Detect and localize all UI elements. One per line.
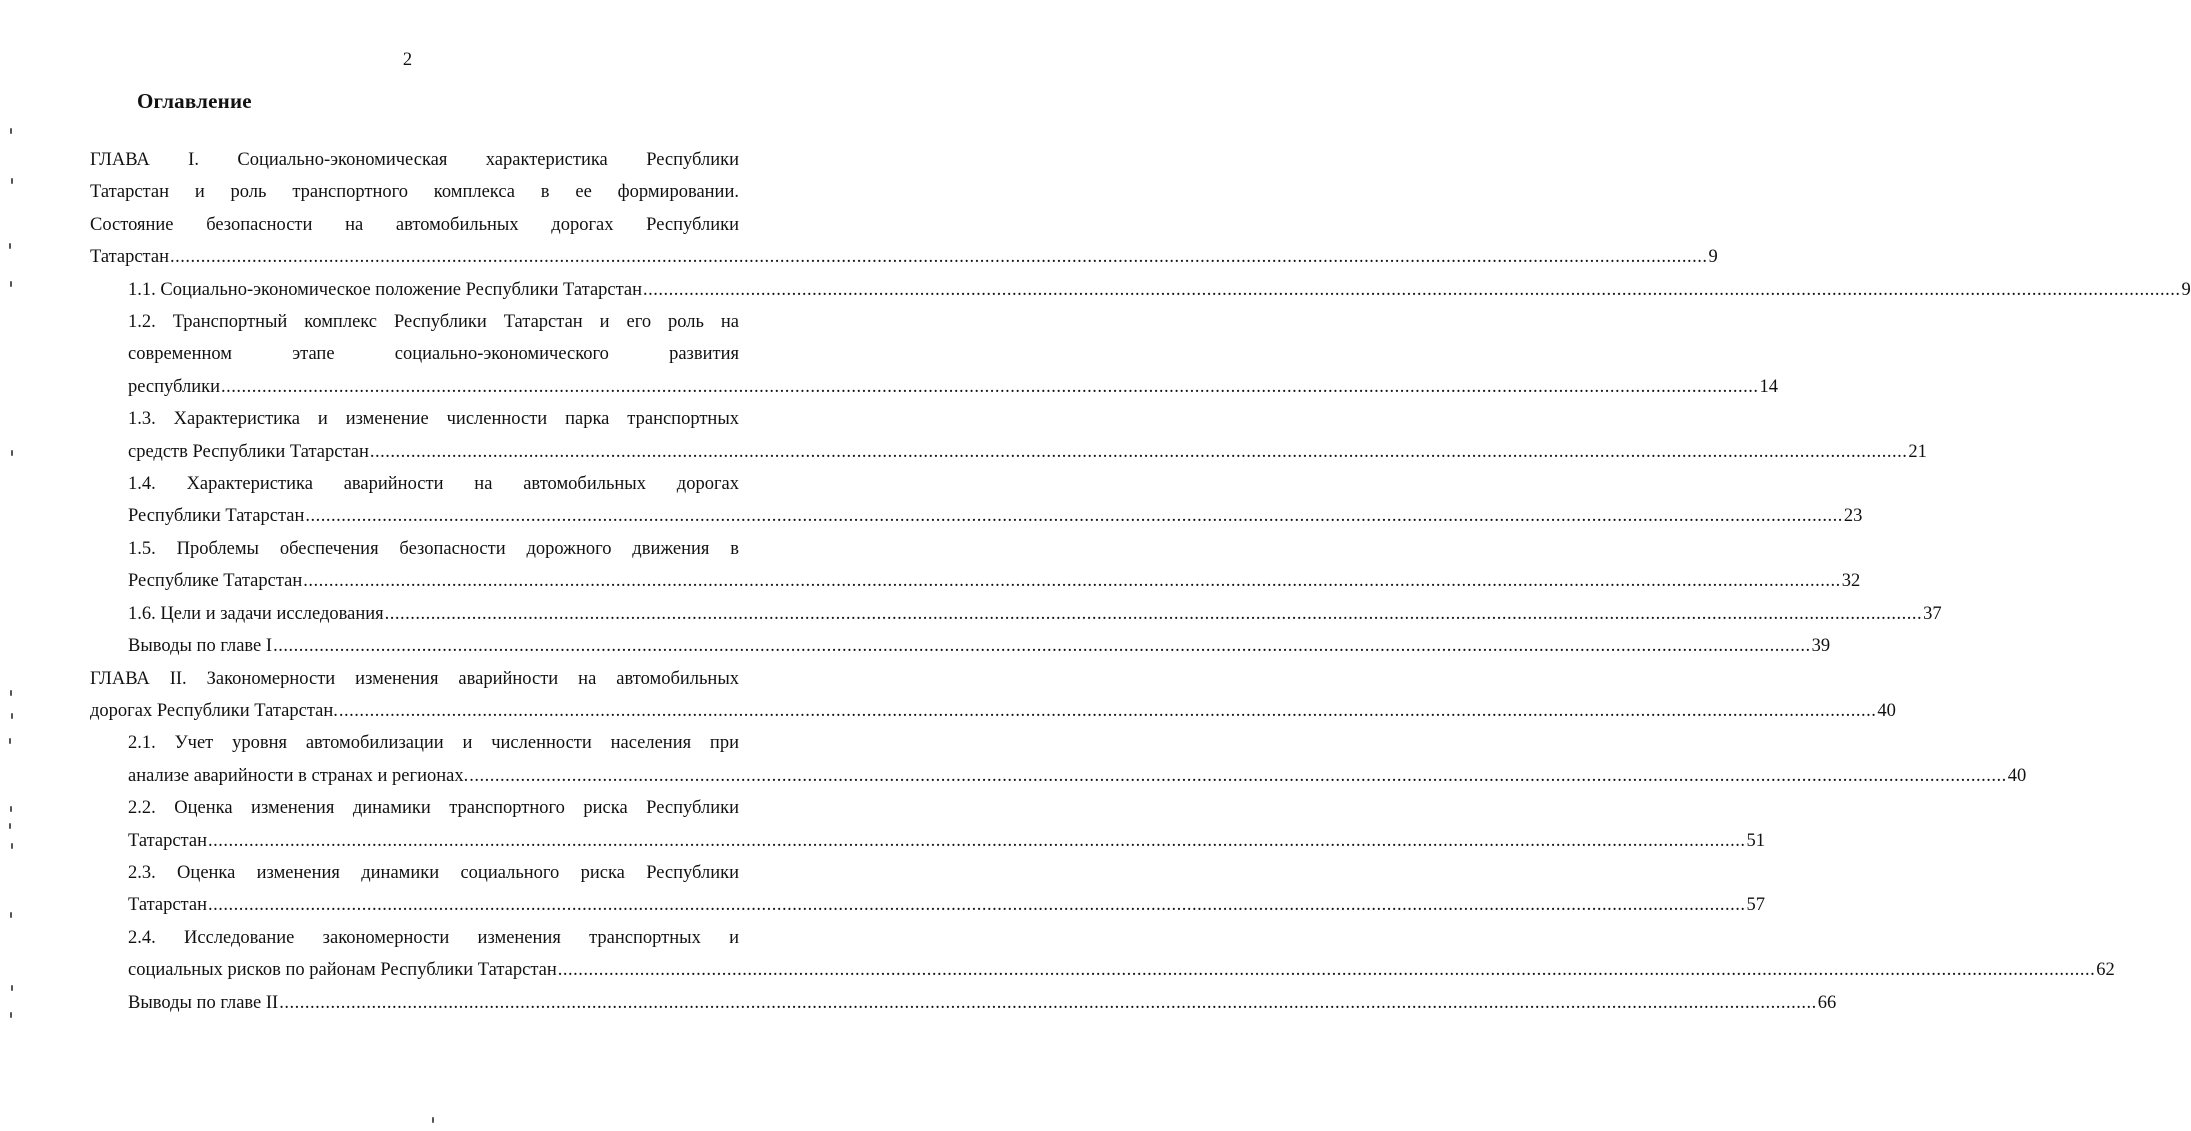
scan-speck [11, 713, 13, 719]
leader-dots: ............................................................................................................................................................................................................................................................................................................ [303, 571, 1841, 592]
leader-dots: ............................................................................................................................................................................................................................................................................................................ [557, 960, 2096, 981]
toc-entry-chapter-2[interactable] [90, 663, 1896, 728]
toc-entry-line: 1.5. Проблемы обеспечения безопасности дорожного движения в [128, 538, 739, 559]
toc-entry-line: ГЛАВА II. Закономерности изменения аварийности на автомобильных [90, 668, 739, 689]
toc-entry-conclusions-1[interactable] [128, 630, 1831, 662]
scan-speck [11, 450, 13, 456]
toc-page-number: 62 [2096, 960, 2115, 981]
toc-page-number: 40 [2007, 765, 2027, 786]
scan-speck [9, 738, 11, 744]
toc-entry-title-end: Татарстан [128, 895, 207, 916]
toc-entry-line: современном этапе социально-экономического развития [128, 344, 739, 365]
leader-dots: ............................................................................................................................................................................................................................................................................................................ [207, 895, 1746, 916]
scan-speck [10, 912, 12, 918]
toc-entry-line: Состояние безопасности на автомобильных дорогах Республики [90, 214, 739, 235]
toc-entry-conclusions-2[interactable] [128, 987, 1837, 1019]
toc-entry-title-end: социальных рисков по районам Республики Татарстан [128, 960, 557, 981]
leader-dots: ............................................................................................................................................................................................................................................................................................................ [273, 636, 1811, 657]
toc-entry-1-5[interactable] [128, 533, 1861, 598]
scan-speck [9, 823, 11, 829]
toc-page-number: 9 [1708, 247, 1718, 268]
scan-speck [10, 128, 12, 134]
toc-heading: Оглавление [137, 89, 252, 113]
toc-entry-title-end: дорогах Республики Татарстан. [90, 700, 338, 721]
toc-entry-line: 2.2. Оценка изменения динамики транспортного риска Республики [128, 798, 739, 819]
page-number: 2 [402, 50, 413, 70]
toc-entry-title-end: 1.6. Цели и задачи исследования [128, 603, 384, 624]
leader-dots: ............................................................................................................................................................................................................................................................................................................ [384, 603, 1923, 624]
leader-dots: ............................................................................................................................................................................................................................................................................................................ [469, 765, 2007, 786]
scan-speck [11, 178, 13, 184]
toc-entry-line: 1.4. Характеристика аварийности на автомобильных дорогах [128, 474, 739, 495]
toc-entry-line: ГЛАВА I. Социально-экономическая характеристика Республики [90, 150, 739, 170]
leader-dots: ............................................................................................................................................................................................................................................................................................................ [279, 992, 1817, 1013]
toc-page-number: 14 [1759, 376, 1779, 397]
toc-entry-title-end: Республики Татарстан [128, 506, 305, 527]
toc-page-number: 39 [1811, 636, 1831, 657]
toc-entry-title-end: Татарстан [128, 830, 207, 851]
leader-dots: ............................................................................................................................................................................................................................................................................................................ [169, 247, 1708, 268]
scan-speck [10, 690, 12, 696]
leader-dots: ............................................................................................................................................................................................................................................................................................................ [369, 441, 1908, 462]
toc-entry-chapter-1[interactable] [90, 144, 1718, 274]
toc-page-number: 21 [1908, 441, 1927, 462]
toc-entry-title-end: республики [128, 376, 221, 397]
toc-entry-1-4[interactable] [128, 468, 1863, 533]
toc-page-number: 37 [1923, 603, 1942, 624]
toc-entry-1-6[interactable] [128, 598, 1942, 630]
leader-dots: ............................................................................................................................................................................................................................................................................................................ [338, 700, 1877, 721]
scan-speck [10, 1012, 12, 1018]
toc-entry-line: 2.1. Учет уровня автомобилизации и численности населения при [128, 733, 739, 754]
toc-entry-1-1[interactable] [128, 274, 2191, 306]
scan-speck [9, 243, 11, 249]
leader-dots: ............................................................................................................................................................................................................................................................................................................ [305, 506, 1843, 527]
toc-entry-line: 2.3. Оценка изменения динамики социального риска Республики [128, 862, 739, 883]
leader-dots: ............................................................................................................................................................................................................................................................................................................ [643, 279, 2181, 300]
scan-speck [10, 806, 12, 812]
toc-entry-1-2[interactable] [128, 306, 1779, 403]
toc-page-number: 23 [1843, 506, 1863, 527]
toc-entry-title-end: Татарстан [90, 247, 169, 268]
toc-entry-2-2[interactable] [128, 792, 1765, 857]
toc-page-number: 51 [1746, 830, 1765, 851]
toc-entry-2-3[interactable] [128, 857, 1765, 922]
scan-speck [11, 985, 13, 991]
toc-entry-title-end: 1.1. Социально-экономическое положение Республики Татарстан [128, 279, 643, 300]
leader-dots: ............................................................................................................................................................................................................................................................................................................ [207, 830, 1746, 851]
toc-entry-2-1[interactable] [128, 727, 2027, 792]
toc-page-number: 57 [1746, 895, 1765, 916]
table-of-contents [90, 144, 2191, 1019]
toc-page-number: 66 [1817, 992, 1837, 1013]
toc-entry-line: 1.3. Характеристика и изменение численности парка транспортных [128, 409, 739, 430]
toc-entry-line: 1.2. Транспортный комплекс Республики Татарстан и его роль на [128, 312, 739, 333]
scan-speck [10, 281, 12, 287]
toc-page-number: 9 [2181, 279, 2191, 300]
toc-entry-line: Татарстан и роль транспортного комплекса в ее формировании. [90, 182, 739, 203]
toc-entry-2-4[interactable] [128, 922, 2115, 987]
toc-entry-1-3[interactable] [128, 403, 1927, 468]
toc-entry-line: 2.4. Исследование закономерности изменения транспортных и [128, 927, 739, 948]
toc-entry-title-end: Выводы по главе I [128, 636, 273, 657]
toc-entry-title-end: Выводы по главе II [128, 992, 279, 1013]
scan-speck [432, 1117, 434, 1123]
scan-speck [11, 843, 13, 849]
toc-page-number: 40 [1877, 700, 1896, 721]
toc-page-number: 32 [1841, 571, 1861, 592]
leader-dots: ............................................................................................................................................................................................................................................................................................................ [221, 376, 1759, 397]
toc-entry-title-end: средств Республики Татарстан [128, 441, 369, 462]
toc-entry-title-end: анализе аварийности в странах и регионах. [128, 765, 469, 786]
toc-entry-title-end: Республике Татарстан [128, 571, 303, 592]
